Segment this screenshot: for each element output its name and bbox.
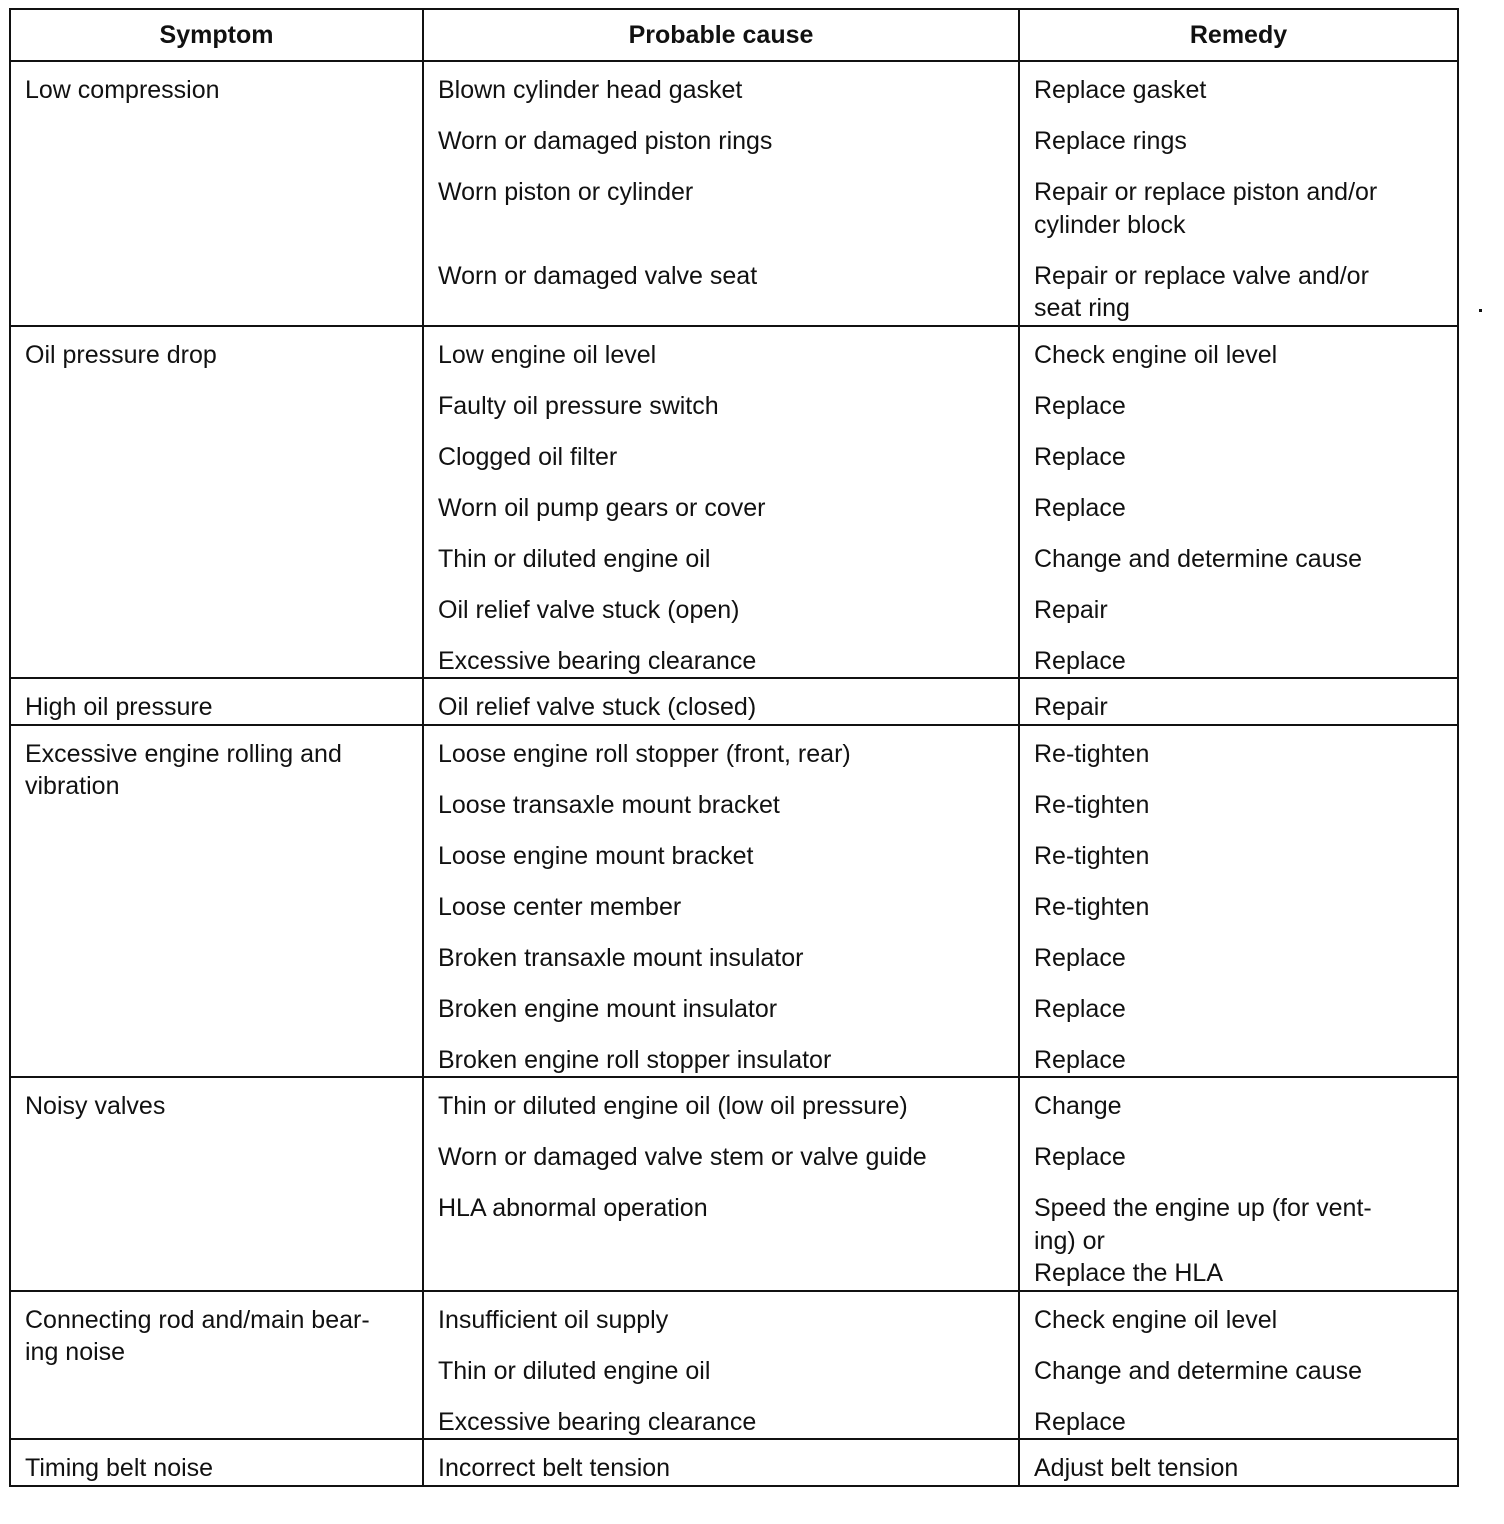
remedy-item xyxy=(1034,840,1457,873)
cause-text xyxy=(438,1257,1018,1290)
symptom-text: High oil pressure xyxy=(25,693,213,721)
remedy-item xyxy=(1034,1304,1457,1337)
cause-text: Broken engine mount insulator xyxy=(438,994,778,1023)
cause-text: Thin or diluted engine oil xyxy=(438,1356,711,1385)
remedy-text: cylinder block xyxy=(1034,210,1186,239)
remedy-item xyxy=(1034,339,1457,372)
table-row xyxy=(10,326,1458,679)
cause-item xyxy=(438,993,1018,1026)
remedy-cell xyxy=(1019,61,1458,326)
remedy-text: Replace rings xyxy=(1034,127,1187,155)
remedy-item xyxy=(1034,125,1457,158)
cause-text: Blown cylinder head gasket xyxy=(438,76,743,104)
cause-cell xyxy=(423,1291,1019,1440)
cause-text xyxy=(438,209,1018,242)
remedy-item xyxy=(1034,789,1457,822)
symptom-text: Low compression xyxy=(25,76,220,104)
remedy-text: Repair or replace valve and/or xyxy=(1034,261,1369,290)
remedy-text: Re-tighten xyxy=(1034,739,1150,768)
cause-text: Loose transaxle mount bracket xyxy=(438,790,780,819)
symptom-cell xyxy=(10,1077,423,1291)
cause-text: Loose engine mount bracket xyxy=(438,841,754,870)
cause-cell xyxy=(423,1077,1019,1291)
cause-text: Insufficient oil supply xyxy=(438,1305,669,1334)
cause-item xyxy=(438,738,1018,771)
remedy-text: Replace xyxy=(1034,493,1126,522)
cause-item xyxy=(438,1452,1018,1485)
cause-text: Worn or damaged valve stem or valve guide xyxy=(438,1143,927,1171)
remedy-text: Re-tighten xyxy=(1034,790,1150,819)
cause-item xyxy=(438,390,1018,423)
remedy-item xyxy=(1034,1355,1457,1388)
table-row xyxy=(10,725,1458,1078)
cause-text: Thin or diluted engine oil xyxy=(438,544,711,573)
cause-text: HLA abnormal operation xyxy=(438,1194,708,1222)
cause-text: Low engine oil level xyxy=(438,340,657,369)
remedy-item xyxy=(1034,176,1457,241)
cause-item xyxy=(438,645,1018,678)
header-row xyxy=(10,9,1458,61)
remedy-item xyxy=(1034,891,1457,924)
remedy-text: ing) or xyxy=(1034,1226,1105,1255)
cause-item xyxy=(438,74,1018,107)
remedy-item xyxy=(1034,1452,1457,1485)
remedy-text: Replace xyxy=(1034,994,1126,1023)
symptom-cell xyxy=(10,1439,423,1486)
cause-text: Incorrect belt tension xyxy=(438,1454,671,1482)
remedy-item xyxy=(1034,1141,1457,1174)
troubleshooting-table xyxy=(9,8,1459,1487)
table-row xyxy=(10,1077,1458,1291)
cause-item xyxy=(438,1355,1018,1388)
remedy-cell xyxy=(1019,725,1458,1078)
symptom-text: Excessive engine rolling and xyxy=(25,739,342,768)
remedy-text: Change and determine cause xyxy=(1034,1356,1363,1385)
cause-cell xyxy=(423,1439,1019,1486)
remedy-cell xyxy=(1019,1291,1458,1440)
cause-text xyxy=(438,292,1018,325)
cause-item xyxy=(438,339,1018,372)
cause-item xyxy=(438,176,1018,241)
symptom-text: ing noise xyxy=(25,1338,126,1366)
cause-text: Faulty oil pressure switch xyxy=(438,391,719,420)
remedy-text: seat ring xyxy=(1034,294,1130,322)
remedy-item xyxy=(1034,645,1457,678)
symptom-text: Connecting rod and/main bear- xyxy=(25,1305,370,1334)
cause-text: Oil relief valve stuck (closed) xyxy=(438,693,757,721)
remedy-item xyxy=(1034,543,1457,576)
cause-text: Worn oil pump gears or cover xyxy=(438,493,766,522)
remedy-text: Repair xyxy=(1034,693,1108,721)
remedy-text: Re-tighten xyxy=(1034,892,1150,921)
remedy-item xyxy=(1034,993,1457,1026)
remedy-cell xyxy=(1019,678,1458,725)
cause-cell xyxy=(423,725,1019,1078)
symptom-text: Oil pressure drop xyxy=(25,340,217,369)
cause-item xyxy=(438,789,1018,822)
cause-cell xyxy=(423,678,1019,725)
cause-item xyxy=(438,594,1018,627)
symptom-cell xyxy=(10,725,423,1078)
remedy-text: Replace xyxy=(1034,943,1126,972)
cause-text: Excessive bearing clearance xyxy=(438,1407,757,1436)
cause-text: Broken engine roll stopper insulator xyxy=(438,1045,832,1074)
remedy-item xyxy=(1034,691,1457,724)
cause-item xyxy=(438,891,1018,924)
cause-item xyxy=(438,840,1018,873)
remedy-item xyxy=(1034,1044,1457,1077)
remedy-text: Replace xyxy=(1034,391,1126,420)
cause-cell xyxy=(423,61,1019,326)
cause-item xyxy=(438,1406,1018,1439)
symptom-cell xyxy=(10,326,423,679)
remedy-item xyxy=(1034,1192,1457,1290)
header-remedy: Remedy xyxy=(1019,9,1458,61)
cause-item xyxy=(438,1304,1018,1337)
remedy-text: Replace gasket xyxy=(1034,76,1207,104)
remedy-text: Check engine oil level xyxy=(1034,340,1278,369)
table-row xyxy=(10,61,1458,326)
symptom-text: Timing belt noise xyxy=(25,1454,214,1482)
remedy-item xyxy=(1034,492,1457,525)
remedy-cell xyxy=(1019,1439,1458,1486)
remedy-text: Check engine oil level xyxy=(1034,1305,1278,1334)
remedy-text: Repair or replace piston and/or xyxy=(1034,178,1378,206)
header-probable-cause: Probable cause xyxy=(423,9,1019,61)
remedy-item xyxy=(1034,74,1457,107)
remedy-text: Replace xyxy=(1034,646,1126,675)
cause-item xyxy=(438,1192,1018,1290)
cause-item xyxy=(438,1044,1018,1077)
stray-mark xyxy=(1479,309,1482,312)
remedy-text: Adjust belt tension xyxy=(1034,1454,1239,1482)
remedy-item xyxy=(1034,942,1457,975)
cause-item xyxy=(438,691,1018,724)
cause-text: Loose center member xyxy=(438,892,682,921)
cause-item xyxy=(438,1141,1018,1174)
cause-text xyxy=(438,1225,1018,1258)
remedy-item xyxy=(1034,738,1457,771)
cause-item xyxy=(438,942,1018,975)
cause-text: Worn or damaged piston rings xyxy=(438,127,773,155)
table-row xyxy=(10,1439,1458,1486)
remedy-cell xyxy=(1019,326,1458,679)
cause-item xyxy=(438,492,1018,525)
remedy-text: Replace xyxy=(1034,1143,1126,1171)
remedy-item xyxy=(1034,390,1457,423)
remedy-item xyxy=(1034,594,1457,627)
symptom-text: Noisy valves xyxy=(25,1092,166,1120)
cause-cell xyxy=(423,326,1019,679)
remedy-item xyxy=(1034,1406,1457,1439)
cause-text: Worn piston or cylinder xyxy=(438,178,694,206)
cause-text: Clogged oil filter xyxy=(438,442,618,471)
table-row xyxy=(10,1291,1458,1440)
remedy-text: Replace xyxy=(1034,442,1126,471)
remedy-text: Re-tighten xyxy=(1034,841,1150,870)
table-row xyxy=(10,678,1458,725)
cause-text: Excessive bearing clearance xyxy=(438,646,757,675)
remedy-cell xyxy=(1019,1077,1458,1291)
symptom-cell xyxy=(10,1291,423,1440)
cause-item xyxy=(438,1090,1018,1123)
header-symptom: Symptom xyxy=(10,9,423,61)
remedy-item xyxy=(1034,1090,1457,1123)
cause-text: Broken transaxle mount insulator xyxy=(438,943,804,972)
remedy-text: Replace the HLA xyxy=(1034,1259,1224,1287)
cause-item xyxy=(438,441,1018,474)
remedy-text: Speed the engine up (for vent- xyxy=(1034,1194,1372,1222)
remedy-item xyxy=(1034,441,1457,474)
symptom-cell xyxy=(10,678,423,725)
remedy-text: Repair xyxy=(1034,595,1108,624)
cause-item xyxy=(438,260,1018,325)
cause-text: Oil relief valve stuck (open) xyxy=(438,595,740,624)
cause-item xyxy=(438,543,1018,576)
cause-item xyxy=(438,125,1018,158)
cause-text: Worn or damaged valve seat xyxy=(438,261,758,290)
cause-text: Thin or diluted engine oil (low oil pressure) xyxy=(438,1092,908,1120)
remedy-text: Replace xyxy=(1034,1045,1126,1074)
remedy-text: Replace xyxy=(1034,1407,1126,1436)
symptom-cell xyxy=(10,61,423,326)
remedy-item xyxy=(1034,260,1457,325)
cause-text: Loose engine roll stopper (front, rear) xyxy=(438,739,851,768)
symptom-text: vibration xyxy=(25,772,120,800)
remedy-text: Change xyxy=(1034,1092,1122,1120)
remedy-text: Change and determine cause xyxy=(1034,544,1363,573)
